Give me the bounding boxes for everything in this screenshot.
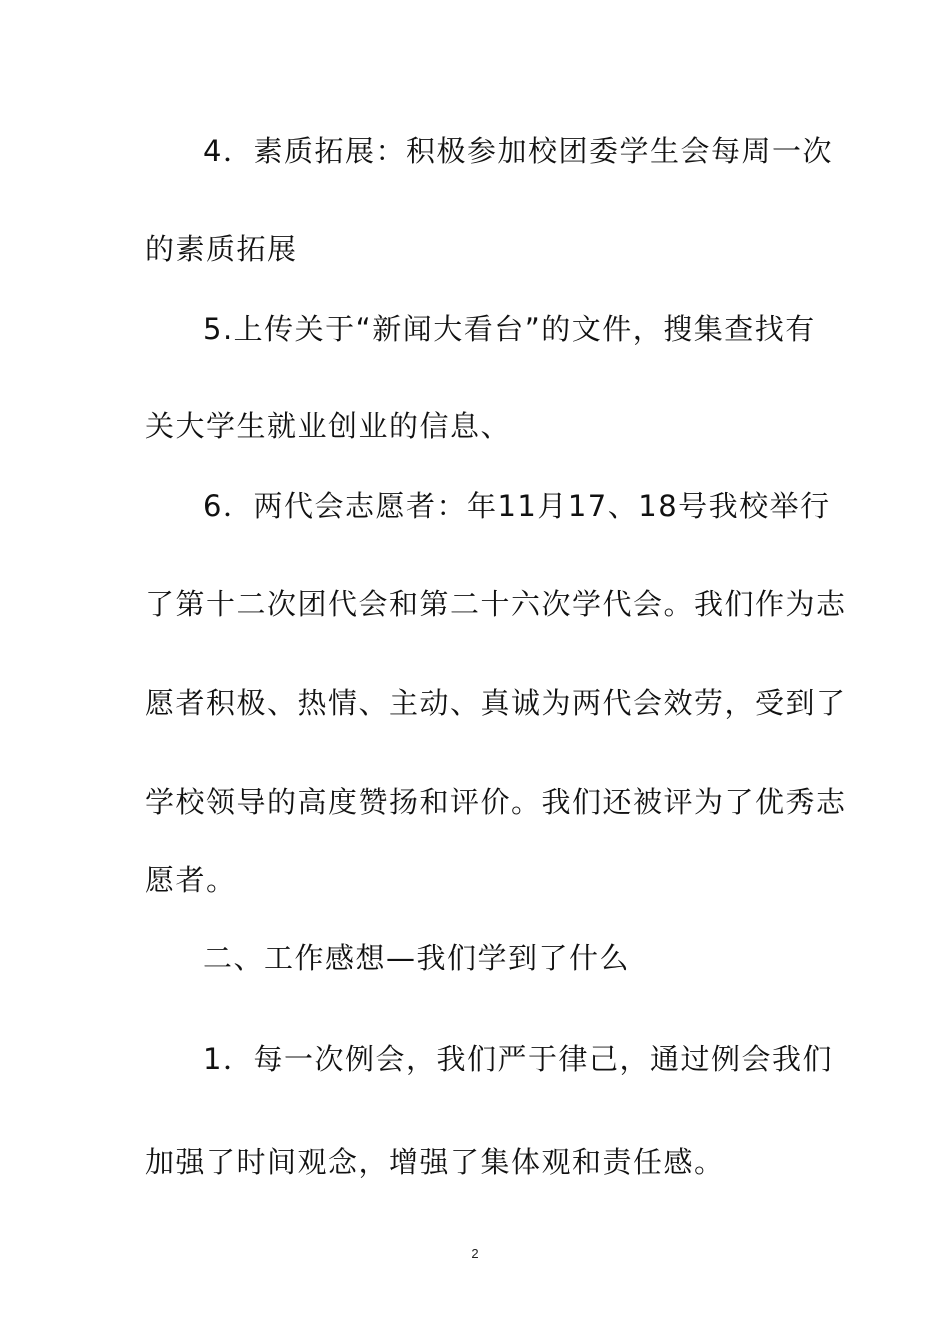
paragraph-line: 学校领导的高度赞扬和评价。我们还被评为了优秀志	[145, 785, 847, 819]
page-number: 2	[471, 1246, 479, 1261]
paragraph-line: 关大学生就业创业的信息、	[145, 409, 512, 443]
paragraph-line: 6．两代会志愿者：年11月17、18号我校举行	[203, 489, 831, 523]
paragraph-line: 了第十二次团代会和第二十六次学代会。我们作为志	[145, 587, 847, 621]
paragraph-line: 愿者积极、热情、主动、真诚为两代会效劳，受到了	[145, 686, 847, 720]
paragraph-line: 1．每一次例会，我们严于律己，通过例会我们	[203, 1042, 833, 1076]
paragraph-line: 5.上传关于“新闻大看台”的文件，搜集查找有	[203, 312, 816, 346]
paragraph-line: 加强了时间观念，增强了集体观和责任感。	[145, 1145, 725, 1179]
section-heading: 二、工作感想—我们学到了什么	[203, 941, 631, 975]
paragraph-line: 愿者。	[145, 863, 237, 897]
paragraph-line: 4．素质拓展：积极参加校团委学生会每周一次	[203, 134, 833, 168]
paragraph-line: 的素质拓展	[145, 232, 298, 266]
